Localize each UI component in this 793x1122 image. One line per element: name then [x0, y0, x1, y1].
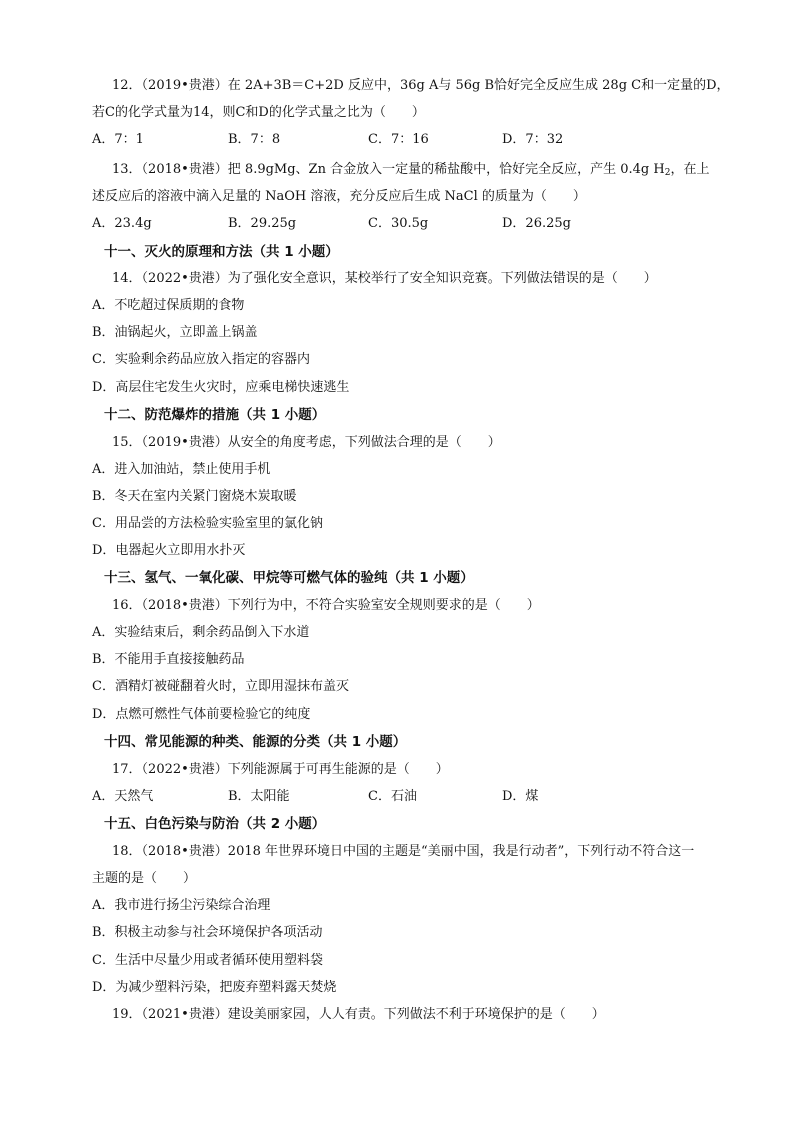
q18-option-b[interactable]: B．积极主动参与社会环境保护各项活动 [92, 925, 323, 940]
q17-stem: 17．（2022•贵港）下列能源属于可再生能源的是（ ） [112, 762, 449, 777]
q17-option-b[interactable]: B．太阳能 [228, 789, 290, 804]
section-13-heading: 十三、氢气、一氧化碳、甲烷等可燃气体的验纯（共 1 小题） [104, 570, 474, 586]
section-11-heading: 十一、灭火的原理和方法（共 1 小题） [104, 244, 339, 260]
q12-option-a[interactable]: A．7：1 [92, 132, 144, 147]
q17-option-d[interactable]: D．煤 [502, 789, 539, 804]
section-12-heading: 十二、防范爆炸的措施（共 1 小题） [104, 407, 326, 423]
q17-option-c[interactable]: C．石油 [368, 789, 417, 804]
q16-option-b[interactable]: B．不能用手直接接触药品 [92, 652, 245, 667]
q12-option-c[interactable]: C．7：16 [368, 132, 429, 147]
q12-stem-line1: 12．（2019•贵港）在 2A+3B＝C+2D 反应中，36g A与 56g B恰好完全反应生成 28g C和一定量的D， [112, 78, 730, 93]
q15-option-d[interactable]: D．电器起火立即用水扑灭 [92, 543, 246, 558]
q13-stem-line1 [112, 160, 709, 183]
q18-option-d[interactable]: D．为减少塑料污染，把废弃塑料露天焚烧 [92, 980, 337, 995]
section-14-heading: 十四、常见能源的种类、能源的分类（共 1 小题） [104, 734, 407, 750]
q18-option-c[interactable]: C．生活中尽量少用或者循环使用塑料袋 [92, 953, 323, 968]
q13-stem-text-end: ，在上 [670, 162, 710, 177]
q13-subscript: 2 [664, 168, 671, 178]
q14-option-b[interactable]: B．油锅起火，立即盖上锅盖 [92, 325, 258, 340]
q14-option-c[interactable]: C．实验剩余药品应放入指定的容器内 [92, 352, 310, 367]
q13-option-c[interactable]: C．30.5g [368, 216, 429, 231]
q16-stem: 16．（2018•贵港）下列行为中，不符合实验室安全规则要求的是（ ） [112, 598, 540, 613]
q13-stem-line2: 述反应后的溶液中滴入足量的 NaOH 溶液，充分反应后生成 NaCl 的质量为（ ） [92, 189, 586, 204]
q18-stem-line1: 18．（2018•贵港）2018 年世界环境日中国的主题是“美丽中国，我是行动者”，下列行动不符合这一 [112, 844, 695, 859]
q12-stem-line2: 若C的化学式量为14，则C和D的化学式量之比为（ ） [92, 105, 425, 120]
q13-option-a[interactable]: A．23.4g [92, 216, 152, 231]
q16-option-d[interactable]: D．点燃可燃性气体前要检验它的纯度 [92, 707, 311, 722]
q15-option-c[interactable]: C．用品尝的方法检验实验室里的氯化钠 [92, 516, 323, 531]
q14-option-d[interactable]: D．高层住宅发生火灾时，应乘电梯快速逃生 [92, 380, 350, 395]
q14-stem: 14．（2022•贵港）为了强化安全意识，某校举行了安全知识竞赛。下列做法错误的是（ ） [112, 271, 657, 286]
q14-option-a[interactable]: A．不吃超过保质期的食物 [92, 298, 245, 313]
q15-option-b[interactable]: B．冬天在室内关紧门窗烧木炭取暖 [92, 489, 297, 504]
q12-option-b[interactable]: B．7：8 [228, 132, 281, 147]
q17-option-a[interactable]: A．天然气 [92, 789, 154, 804]
q16-option-c[interactable]: C．酒精灯被碰翻着火时，立即用湿抹布盖灭 [92, 679, 349, 694]
q13-option-d[interactable]: D．26.25g [502, 216, 571, 231]
q13-option-b[interactable]: B．29.25g [228, 216, 297, 231]
q15-option-a[interactable]: A．进入加油站，禁止使用手机 [92, 462, 271, 477]
q13-stem-text: 13．（2018•贵港）把 8.9gMg、Zn 合金放入一定量的稀盐酸中，恰好完全反应，产生 0.4g H [112, 162, 665, 177]
q19-stem: 19．（2021•贵港）建设美丽家园，人人有责。下列做法不利于环境保护的是（ ） [112, 1007, 605, 1022]
q16-option-a[interactable]: A．实验结束后，剩余药品倒入下水道 [92, 625, 310, 640]
q15-stem: 15．（2019•贵港）从安全的角度考虑，下列做法合理的是（ ） [112, 435, 501, 450]
q18-option-a[interactable]: A．我市进行扬尘污染综合治理 [92, 898, 271, 913]
q18-stem-line2: 主题的是（ ） [92, 871, 197, 886]
q12-option-d[interactable]: D．7：32 [502, 132, 564, 147]
section-15-heading: 十五、白色污染与防治（共 2 小题） [104, 816, 326, 832]
